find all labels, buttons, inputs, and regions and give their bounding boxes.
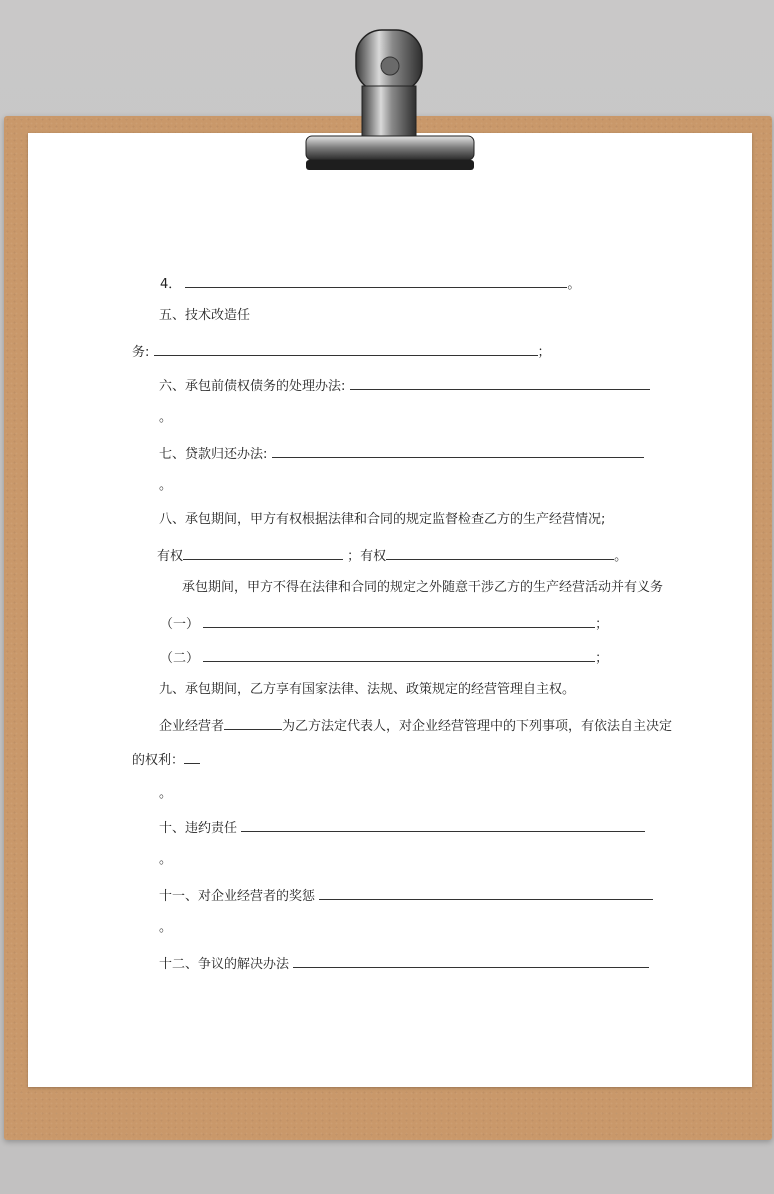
- line-end: 。: [567, 277, 581, 292]
- blank-line: [272, 443, 644, 458]
- section-11-line: [159, 885, 653, 906]
- right-label-b: ；有权: [347, 549, 387, 564]
- item-label: （二）: [160, 651, 200, 666]
- line-end: 。: [614, 549, 628, 564]
- blank-line: [203, 613, 595, 628]
- duty-item-2: [160, 647, 608, 668]
- section-9-heading: 九、承包期间，乙方享有国家法律、法规、政策规定的经营管理自主权。: [159, 682, 576, 697]
- section-9-manager-line: [159, 715, 672, 736]
- section-5-heading: 五、技术改造任: [159, 308, 251, 323]
- section-8-heading: 八、承包期间，甲方有权根据法律和合同的规定监督检查乙方的生产经营情况;: [159, 512, 606, 527]
- line-end: ；: [595, 617, 609, 632]
- section-10-end: 。: [159, 852, 173, 867]
- section-7-line: [159, 443, 644, 464]
- section-10-heading: 十、违约责任: [159, 821, 238, 836]
- section-12-heading: 十二、争议的解决办法: [159, 957, 290, 972]
- section-12-line: [159, 953, 649, 974]
- right-label-a: 有权: [157, 549, 184, 564]
- line-end: ；: [595, 651, 609, 666]
- section-9-rights-line: [132, 749, 200, 770]
- item-number: 4．: [160, 277, 182, 292]
- section-9-end: 。: [159, 786, 173, 801]
- section-7-heading: 七、贷款归还办法:: [159, 447, 268, 462]
- section-6-heading: 六、承包前债权债务的处理办法:: [159, 379, 346, 394]
- blank-line: [241, 817, 645, 832]
- section-10-line: [159, 817, 645, 838]
- section-6-line: [159, 375, 650, 396]
- rights-label: 的权利：: [132, 753, 185, 768]
- blank-line: [184, 749, 200, 764]
- section-6-end: 。: [159, 410, 173, 425]
- task-label: 务:: [132, 345, 150, 360]
- section-11-end: 。: [159, 920, 173, 935]
- blank-line: [386, 545, 614, 560]
- blank-line: [203, 647, 595, 662]
- blank-line: [350, 375, 650, 390]
- blank-line: [224, 715, 282, 730]
- line-4: [160, 273, 580, 294]
- section-8-rights-line: [157, 545, 627, 566]
- blank-line: [185, 273, 567, 288]
- blank-line: [183, 545, 343, 560]
- blank-line: [293, 953, 649, 968]
- item-label: （一）: [160, 617, 200, 632]
- section-8-duty-text: 承包期间，甲方不得在法律和合同的规定之外随意干涉乙方的生产经营活动并有义务: [182, 580, 664, 595]
- duty-item-1: [160, 613, 608, 634]
- section-11-heading: 十一、对企业经营者的奖惩: [159, 889, 316, 904]
- blank-line: [154, 341, 538, 356]
- line-end: ；: [537, 345, 551, 360]
- manager-text: 为乙方法定代表人，对企业经营管理中的下列事项，有依法自主决定: [282, 719, 673, 734]
- section-5-task-line: [132, 341, 551, 362]
- blank-line: [319, 885, 653, 900]
- manager-label: 企业经营者: [159, 719, 225, 734]
- section-7-end: 。: [159, 478, 173, 493]
- binder-clip-icon: [296, 26, 484, 178]
